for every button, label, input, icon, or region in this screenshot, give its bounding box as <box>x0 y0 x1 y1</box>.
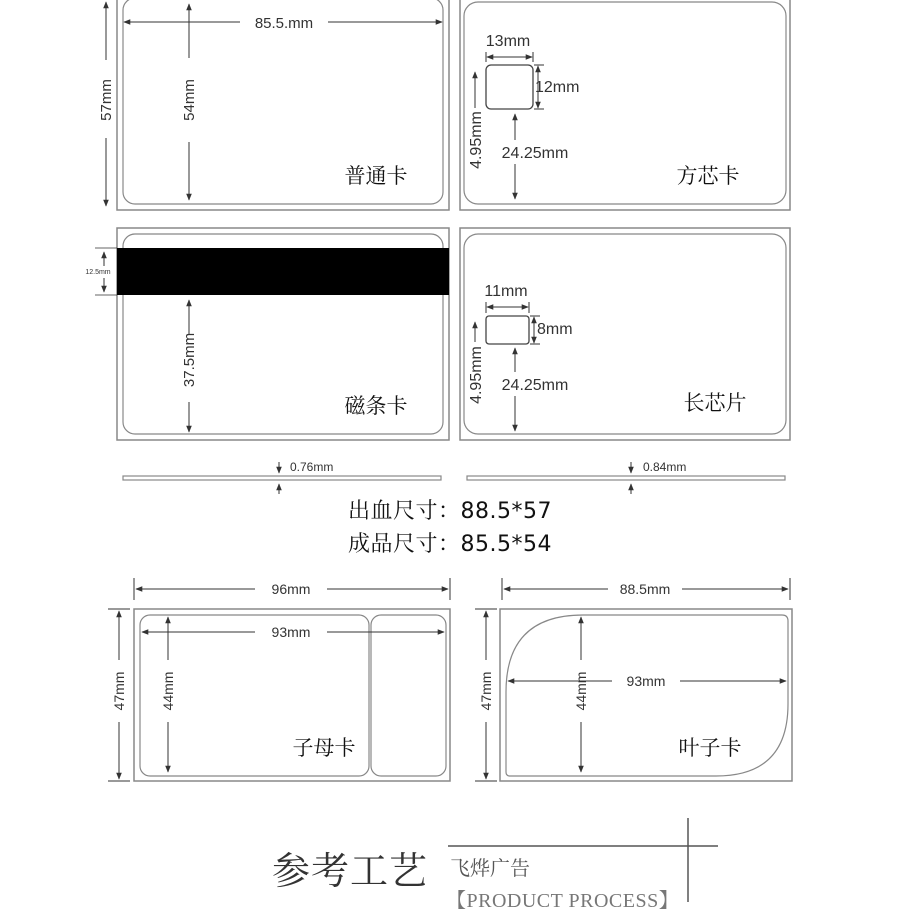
card-magnetic <box>85 228 449 440</box>
chip-long <box>486 316 529 344</box>
dim-standard-outer-height: 57mm <box>98 79 115 121</box>
card-leaf-outer <box>500 609 792 781</box>
dim-thickness-right: 0.84mm <box>643 460 687 474</box>
card-parent-child <box>108 578 450 781</box>
footer-brand: 飞烨广告 <box>450 856 530 880</box>
card-long-chip-label: 长芯片 <box>683 391 747 415</box>
dim-inner-width: 93mm <box>626 673 666 689</box>
dim-offset-top: 4.95mm <box>468 346 485 404</box>
card-standard <box>98 0 449 210</box>
dim-chip-height: 12mm <box>535 79 580 96</box>
dim-outer-width: 88.5mm <box>619 581 671 597</box>
card-edge <box>123 476 441 480</box>
dim-outer-height: 47mm <box>111 671 127 711</box>
dim-inner-height: 44mm <box>160 671 176 711</box>
thickness-left <box>123 460 441 494</box>
card-parent-child-label: 子母卡 <box>292 736 356 760</box>
dim-chip-width: 13mm <box>485 33 531 50</box>
dim-standard-inner-height: 54mm <box>181 79 198 121</box>
dim-inner-height: 44mm <box>573 671 589 711</box>
footer-subtitle: 【PRODUCT PROCESS】 <box>446 890 680 912</box>
dim-outer-width: 96mm <box>271 581 311 597</box>
dim-remaining-height: 37.5mm <box>181 332 198 388</box>
card-leaf-label: 叶子卡 <box>678 736 742 760</box>
card-square-chip-label: 方芯卡 <box>676 164 740 188</box>
finished-size-text: 成品尺寸：85.5*54 <box>348 532 552 557</box>
dim-inner-width: 93mm <box>271 624 311 640</box>
dim-chip-width: 11mm <box>484 283 528 300</box>
card-standard-label: 普通卡 <box>344 164 408 188</box>
dim-stripe-height: 12.5mm <box>85 269 111 276</box>
dim-thickness-left: 0.76mm <box>290 460 334 474</box>
card-magnetic-label: 磁条卡 <box>344 394 408 418</box>
card-square-chip <box>460 0 790 210</box>
card-leaf <box>475 578 792 781</box>
bleed-size-text: 出血尺寸：88.5*57 <box>348 499 552 524</box>
thickness-right <box>467 460 785 494</box>
dim-offset-left: 24.25mm <box>501 145 569 162</box>
card-edge <box>467 476 785 480</box>
dim-standard-width: 85.5.mm <box>254 15 314 32</box>
magnetic-stripe <box>117 248 449 295</box>
card-long-chip <box>460 228 790 440</box>
dim-chip-height: 8mm <box>537 321 573 338</box>
dim-offset-top: 4.95mm <box>468 111 485 169</box>
footer-title: 参考工艺 <box>272 849 429 893</box>
dim-outer-height: 47mm <box>478 671 494 711</box>
dim-offset-left: 24.25mm <box>501 377 569 394</box>
chip-square <box>486 65 533 109</box>
